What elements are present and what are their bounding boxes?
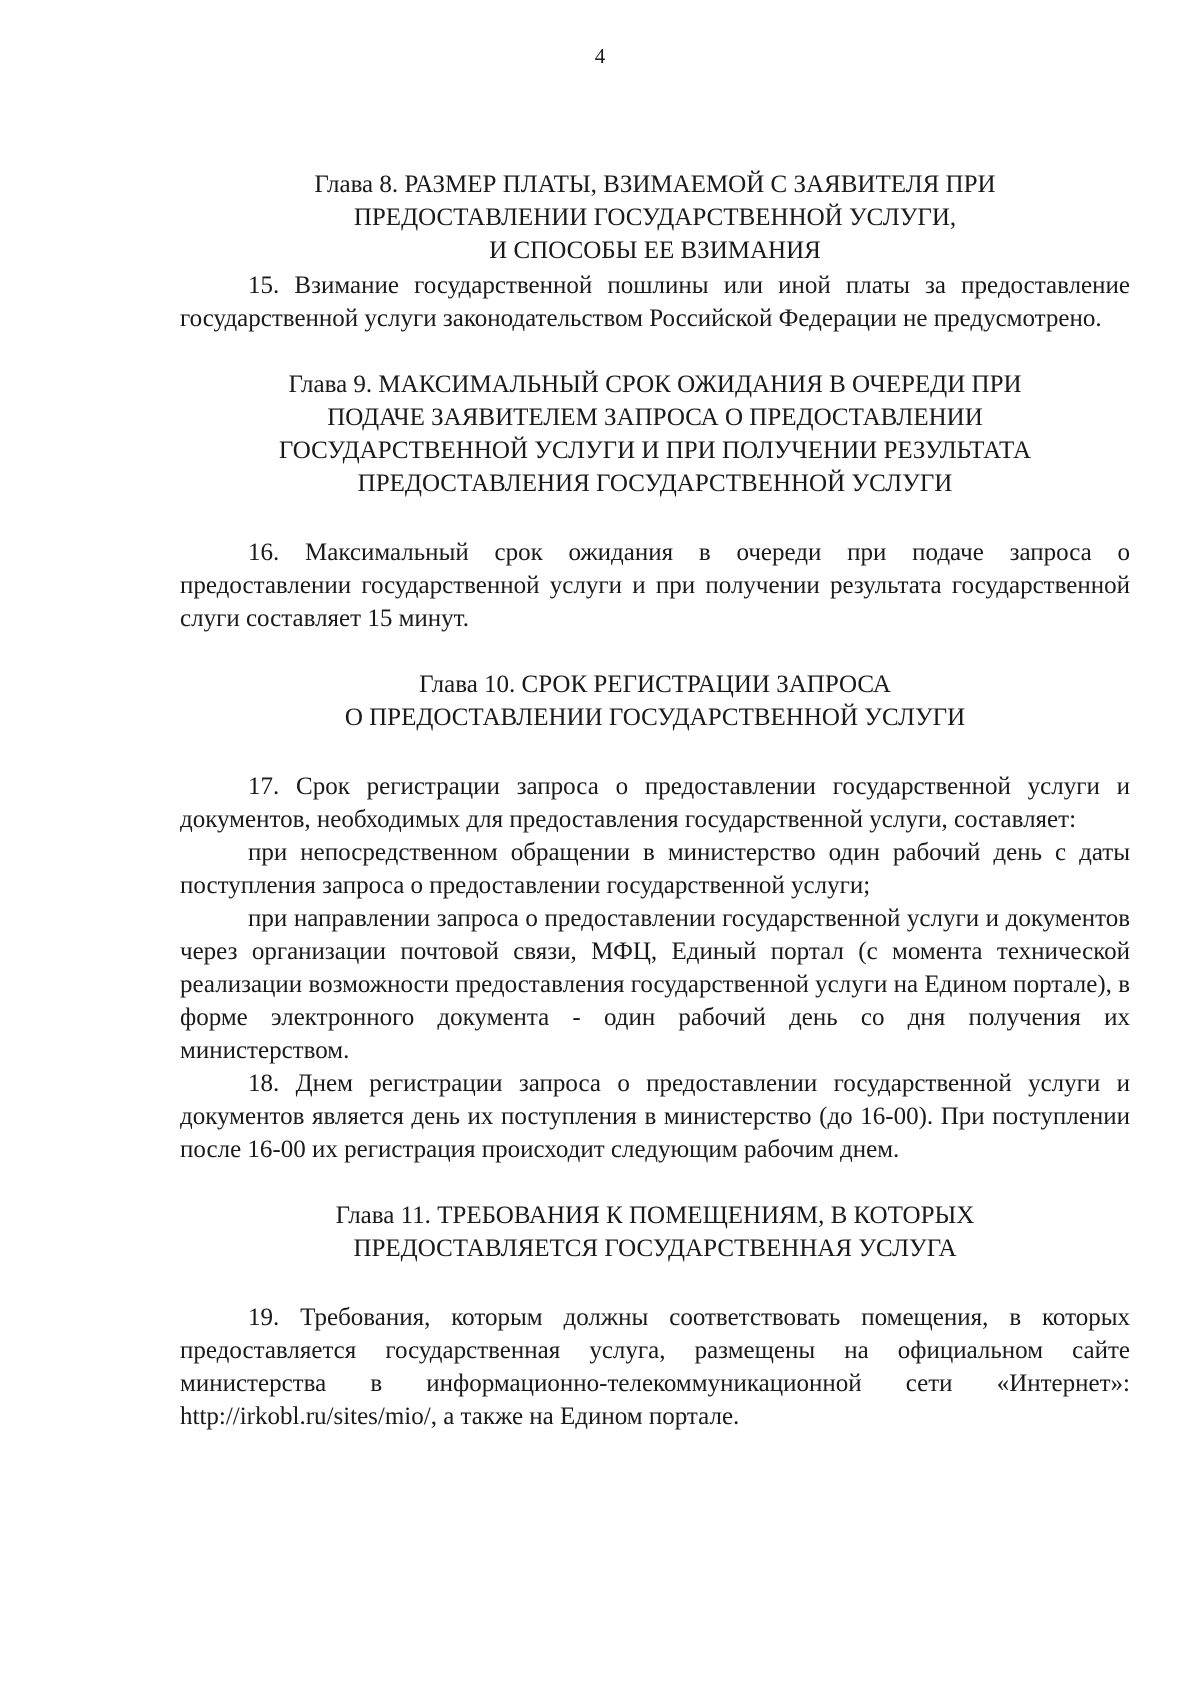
chapter-10-title (180, 668, 1130, 734)
paragraph-17: 17. Срок регистрации запроса о предоставлении государственной услуги и документов, необходимых для предоставления государственной услуги, составляет: (180, 773, 1130, 833)
chapter-10-title-line-2: О ПРЕДОСТАВЛЕНИИ ГОСУДАРСТВЕННОЙ УСЛУГИ (344, 704, 966, 731)
chapter-8-title-line-1: Глава 8. РАЗМЕР ПЛАТЫ, ВЗИМАЕМОЙ С ЗАЯВИТЕЛЯ ПРИ (314, 171, 996, 198)
paragraph-18: 18. Днем регистрации запроса о предоставлении государственной услуги и документов является день их поступления в министерство (до 16-00). При поступлении после 16-00 их регистрация происходит следующим рабочим днем. (180, 1070, 1130, 1163)
paragraph-16: 16. Максимальный срок ожидания в очереди при подаче запроса о предоставлении государственной услуги и при получении результата государственной слуги составляет 15 минут. (180, 539, 1130, 632)
chapter-8-title (180, 168, 1130, 267)
chapter-11 (180, 1199, 1130, 1433)
chapter-10-title-line-1: Глава 10. СРОК РЕГИСТРАЦИИ ЗАПРОСА (419, 671, 891, 698)
chapter-11-title (180, 1199, 1130, 1265)
chapter-9-title-line-2: ПОДАЧЕ ЗАЯВИТЕЛЕМ ЗАПРОСА О ПРЕДОСТАВЛЕНИИ (327, 404, 983, 431)
chapter-11-title-line-2: ПРЕДОСТАВЛЯЕТСЯ ГОСУДАРСТВЕННАЯ УСЛУГА (353, 1235, 957, 1262)
chapter-9 (180, 368, 1130, 635)
chapter-10 (180, 668, 1130, 1166)
chapter-8 (180, 168, 1130, 335)
document-body (180, 168, 1130, 1433)
chapter-9-title (180, 368, 1130, 500)
chapter-9-title-line-3: ГОСУДАРСТВЕННОЙ УСЛУГИ И ПРИ ПОЛУЧЕНИИ РЕЗУЛЬТАТА (278, 437, 1032, 464)
paragraph-17-item-1: при непосредственном обращении в министерство один рабочий день с даты поступления запроса о предоставлении государственной услуги; (180, 839, 1130, 899)
paragraph-17-item-2: при направлении запроса о предоставлении государственной услуги и документов через организации почтовой связи, МФЦ, Единый портал (с момента технической реализации возможности предоставления государственной услуги на Едином портале), в форме электронного документа - один рабочий день со дня получения их министерством. (180, 905, 1130, 1064)
chapter-11-title-line-1: Глава 11. ТРЕБОВАНИЯ К ПОМЕЩЕНИЯМ, В КОТОРЫХ (335, 1202, 975, 1229)
paragraph-15: 15. Взимание государственной пошлины или иной платы за предоставление государственной услуги законодательством Российской Федерации не предусмотрено. (180, 272, 1130, 332)
chapter-9-title-line-1: Глава 9. МАКСИМАЛЬНЫЙ СРОК ОЖИДАНИЯ В ОЧЕРЕДИ ПРИ (288, 371, 1022, 398)
chapter-8-title-line-3: И СПОСОБЫ ЕЕ ВЗИМАНИЯ (489, 237, 821, 264)
chapter-8-title-line-2: ПРЕДОСТАВЛЕНИИ ГОСУДАРСТВЕННОЙ УСЛУГИ, (353, 204, 957, 231)
paragraph-19: 19. Требования, которым должны соответствовать помещения, в которых предоставляется государственная услуга, размещены на официальном сайте министерства в информационно-телекоммуникационной сети «Интернет»: http://irkobl.ru/sites/mio/, а также на Едином портале. (180, 1304, 1130, 1430)
page-number: 4 (594, 44, 606, 68)
chapter-9-title-line-4: ПРЕДОСТАВЛЕНИЯ ГОСУДАРСТВЕННОЙ УСЛУГИ (357, 470, 953, 497)
